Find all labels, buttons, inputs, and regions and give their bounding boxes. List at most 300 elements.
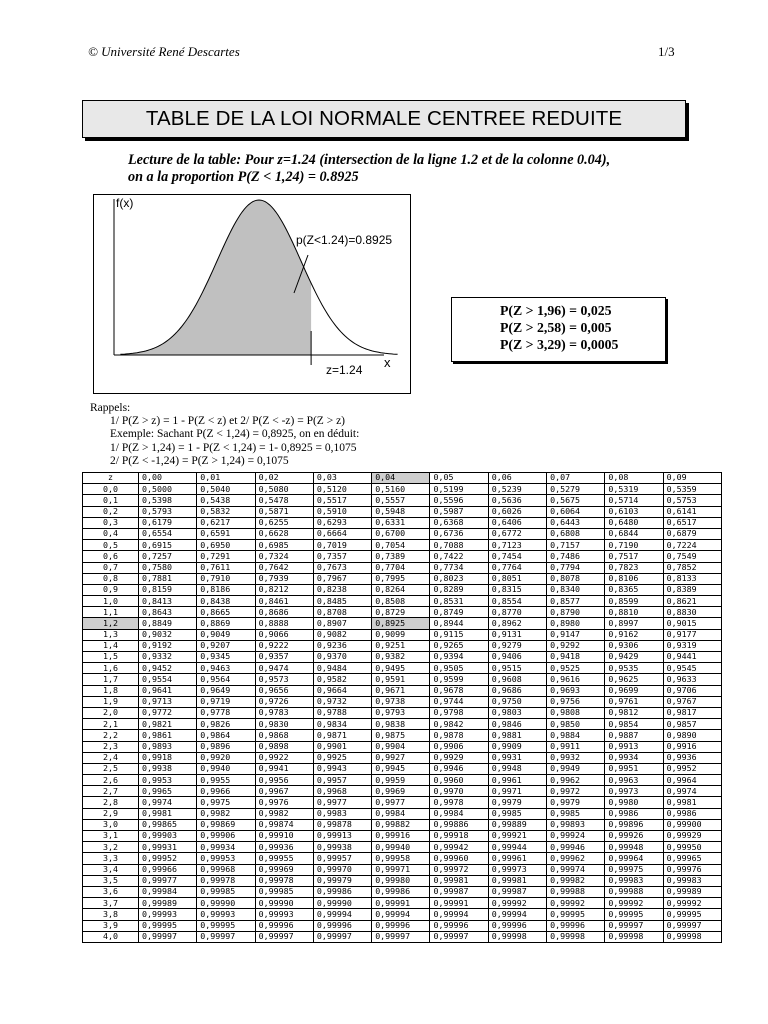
table-cell: 0,5793 (139, 506, 197, 517)
table-cell: 0,9982 (255, 808, 313, 819)
table-cell: 0,99971 (372, 864, 430, 875)
table-cell: 0,99948 (605, 842, 663, 853)
table-row (83, 730, 722, 741)
row-header: 0,9 (83, 584, 139, 595)
table-cell: 0,9744 (430, 696, 488, 707)
table-row (83, 528, 722, 539)
table-cell: 0,99997 (197, 931, 255, 942)
table-cell: 0,99931 (139, 842, 197, 853)
table-cell: 0,9573 (255, 674, 313, 685)
z-value-label: z=1.24 (326, 363, 363, 377)
table-cell: 0,9099 (372, 629, 430, 640)
table-cell: 0,99996 (488, 920, 546, 931)
row-header: 1,1 (83, 607, 139, 618)
table-row (83, 562, 722, 573)
row-header: 0,8 (83, 573, 139, 584)
table-cell: 0,9515 (488, 663, 546, 674)
table-cell: 0,99976 (663, 864, 721, 875)
row-header: 2,0 (83, 707, 139, 718)
table-cell: 0,9941 (255, 763, 313, 774)
row-header: 3,5 (83, 875, 139, 886)
row-header: 3,2 (83, 842, 139, 853)
table-cell: 0,9943 (313, 763, 371, 774)
table-cell: 0,6844 (605, 528, 663, 539)
table-cell: 0,9985 (488, 808, 546, 819)
table-cell: 0,6480 (605, 517, 663, 528)
table-cell: 0,7910 (197, 573, 255, 584)
table-cell: 0,9772 (139, 707, 197, 718)
table-cell: 0,6879 (663, 528, 721, 539)
y-axis-label: f(x) (116, 196, 134, 210)
table-cell: 0,9974 (663, 786, 721, 797)
table-cell: 0,8340 (547, 584, 605, 595)
table-cell: 0,6293 (313, 517, 371, 528)
table-row (83, 506, 722, 517)
row-header: 0,2 (83, 506, 139, 517)
table-cell: 0,9857 (663, 719, 721, 730)
table-cell: 0,99997 (255, 931, 313, 942)
table-row (83, 584, 722, 595)
table-row (83, 573, 722, 584)
table-cell: 0,99994 (488, 909, 546, 920)
row-header: 1,8 (83, 685, 139, 696)
table-cell: 0,9406 (488, 652, 546, 663)
title-box (82, 100, 686, 138)
reminder-example-2: 2/ P(Z < -1,24) = P(Z > 1,24) = 0,1075 (110, 454, 289, 467)
table-cell: 0,99997 (139, 931, 197, 942)
table-cell: 0,9911 (547, 741, 605, 752)
table-cell: 0,6554 (139, 528, 197, 539)
table-cell: 0,9952 (663, 763, 721, 774)
table-cell: 0,99900 (663, 819, 721, 830)
table-cell: 0,99953 (197, 853, 255, 864)
table-cell: 0,99978 (197, 875, 255, 886)
table-cell: 0,9981 (139, 808, 197, 819)
table-cell: 0,7454 (488, 551, 546, 562)
table-cell: 0,9834 (313, 719, 371, 730)
table-cell: 0,99997 (430, 931, 488, 942)
table-cell: 0,9974 (139, 797, 197, 808)
table-cell: 0,9236 (313, 640, 371, 651)
table-row (83, 707, 722, 718)
table-row (83, 495, 722, 506)
table-cell: 0,9983 (313, 808, 371, 819)
table-cell: 0,5239 (488, 484, 546, 495)
table-cell: 0,9850 (547, 719, 605, 730)
table-cell: 0,9649 (197, 685, 255, 696)
table-cell: 0,8869 (197, 618, 255, 629)
table-cell: 0,99989 (663, 886, 721, 897)
table-cell: 0,9968 (313, 786, 371, 797)
table-cell: 0,9474 (255, 663, 313, 674)
probability-annotation: p(Z<1.24)=0.8925 (296, 233, 393, 247)
table-row (83, 484, 722, 495)
table-row (83, 842, 722, 853)
table-cell: 0,99987 (430, 886, 488, 897)
table-cell: 0,8023 (430, 573, 488, 584)
table-cell: 0,9162 (605, 629, 663, 640)
table-cell: 0,6331 (372, 517, 430, 528)
table-cell: 0,9812 (605, 707, 663, 718)
table-cell: 0,7734 (430, 562, 488, 573)
table-cell: 0,99983 (663, 875, 721, 886)
table-cell: 0,9981 (663, 797, 721, 808)
table-cell: 0,5987 (430, 506, 488, 517)
page-number: 1/3 (658, 44, 675, 59)
table-cell: 0,99986 (313, 886, 371, 897)
table-row (83, 596, 722, 607)
table-cell: 0,9783 (255, 707, 313, 718)
table-cell: 0,5753 (663, 495, 721, 506)
table-cell: 0,99968 (197, 864, 255, 875)
table-cell: 0,9864 (197, 730, 255, 741)
table-cell: 0,99936 (255, 842, 313, 853)
column-header: 0,01 (197, 473, 255, 484)
table-cell: 0,99993 (197, 909, 255, 920)
table-cell: 0,7852 (663, 562, 721, 573)
table-cell: 0,9319 (663, 640, 721, 651)
table-cell: 0,8790 (547, 607, 605, 618)
critical-values-box (451, 297, 666, 362)
table-cell: 0,6808 (547, 528, 605, 539)
row-header: 2,5 (83, 763, 139, 774)
table-cell: 0,9693 (547, 685, 605, 696)
table-cell: 0,99961 (488, 853, 546, 864)
row-header: 2,4 (83, 752, 139, 763)
table-cell: 0,9927 (372, 752, 430, 763)
table-cell: 0,7823 (605, 562, 663, 573)
table-cell: 0,99924 (547, 831, 605, 842)
table-cell: 0,99985 (197, 886, 255, 897)
table-cell: 0,6628 (255, 528, 313, 539)
table-cell: 0,9616 (547, 674, 605, 685)
table-cell: 0,5675 (547, 495, 605, 506)
table-cell: 0,6915 (139, 540, 197, 551)
table-cell: 0,99993 (139, 909, 197, 920)
table-cell: 0,9985 (547, 808, 605, 819)
table-cell: 0,9951 (605, 763, 663, 774)
table-cell: 0,9964 (663, 775, 721, 786)
table-cell: 0,9131 (488, 629, 546, 640)
critical-value-329: P(Z > 3,29) = 0,0005 (500, 337, 619, 352)
table-cell: 0,5948 (372, 506, 430, 517)
table-cell: 0,99979 (313, 875, 371, 886)
table-cell: 0,8078 (547, 573, 605, 584)
table-cell: 0,7549 (663, 551, 721, 562)
table-row (83, 831, 722, 842)
table-cell: 0,9893 (139, 741, 197, 752)
table-cell: 0,7291 (197, 551, 255, 562)
table-cell: 0,5160 (372, 484, 430, 495)
table-cell: 0,9207 (197, 640, 255, 651)
table-cell: 0,8708 (313, 607, 371, 618)
table-cell: 0,7611 (197, 562, 255, 573)
row-header: 1,2 (83, 618, 139, 629)
table-row (83, 741, 722, 752)
table-cell: 0,9793 (372, 707, 430, 718)
row-header: 1,5 (83, 652, 139, 663)
table-cell: 0,9222 (255, 640, 313, 651)
table-cell: 0,99994 (372, 909, 430, 920)
table-cell: 0,99991 (430, 898, 488, 909)
column-header: 0,02 (255, 473, 313, 484)
table-cell: 0,8621 (663, 596, 721, 607)
table-cell: 0,9826 (197, 719, 255, 730)
table-header-row (83, 473, 722, 484)
table-cell: 0,9916 (663, 741, 721, 752)
table-cell: 0,9875 (372, 730, 430, 741)
row-header: 0,7 (83, 562, 139, 573)
table-cell: 0,9495 (372, 663, 430, 674)
table-cell: 0,99996 (547, 920, 605, 931)
table-cell: 0,5398 (139, 495, 197, 506)
table-cell: 0,99910 (255, 831, 313, 842)
table-cell: 0,99950 (663, 842, 721, 853)
table-cell: 0,8461 (255, 596, 313, 607)
table-cell: 0,99997 (663, 920, 721, 931)
table-cell: 0,9066 (255, 629, 313, 640)
table-cell: 0,7967 (313, 573, 371, 584)
table-cell: 0,9686 (488, 685, 546, 696)
table-cell: 0,9986 (663, 808, 721, 819)
table-cell: 0,99992 (488, 898, 546, 909)
table-cell: 0,99893 (547, 819, 605, 830)
table-cell: 0,5040 (197, 484, 255, 495)
table-cell: 0,9955 (197, 775, 255, 786)
table-cell: 0,99992 (605, 898, 663, 909)
table-cell: 0,99995 (663, 909, 721, 920)
table-cell: 0,5080 (255, 484, 313, 495)
table-cell: 0,99981 (430, 875, 488, 886)
table-cell: 0,9484 (313, 663, 371, 674)
normal-distribution-table (82, 472, 722, 943)
table-cell: 0,9279 (488, 640, 546, 651)
table-cell: 0,9332 (139, 652, 197, 663)
table-cell: 0,9608 (488, 674, 546, 685)
table-cell: 0,9817 (663, 707, 721, 718)
table-cell: 0,9984 (372, 808, 430, 819)
table-cell: 0,99995 (547, 909, 605, 920)
table-cell: 0,9918 (139, 752, 197, 763)
reminders-heading: Rappels: (90, 402, 131, 414)
table-cell: 0,7995 (372, 573, 430, 584)
table-cell: 0,9726 (255, 696, 313, 707)
table-cell: 0,9761 (605, 696, 663, 707)
table-cell: 0,9788 (313, 707, 371, 718)
column-header: 0,04 (372, 473, 430, 484)
table-row (83, 607, 722, 618)
table-cell: 0,8365 (605, 584, 663, 595)
table-cell: 0,99929 (663, 831, 721, 842)
table-cell: 0,6103 (605, 506, 663, 517)
table-cell: 0,9975 (197, 797, 255, 808)
table-cell: 0,8907 (313, 618, 371, 629)
table-cell: 0,9896 (197, 741, 255, 752)
row-header: 2,7 (83, 786, 139, 797)
table-row (83, 618, 722, 629)
table-cell: 0,6141 (663, 506, 721, 517)
table-cell: 0,9971 (488, 786, 546, 797)
table-cell: 0,9554 (139, 674, 197, 685)
table-cell: 0,9418 (547, 652, 605, 663)
table-cell: 0,99938 (313, 842, 371, 853)
row-header: 3,9 (83, 920, 139, 931)
table-cell: 0,9957 (313, 775, 371, 786)
table-cell: 0,5319 (605, 484, 663, 495)
table-cell: 0,8849 (139, 618, 197, 629)
table-cell: 0,9671 (372, 685, 430, 696)
table-cell: 0,7881 (139, 573, 197, 584)
table-row (83, 909, 722, 920)
table-row (83, 540, 722, 551)
table-cell: 0,9564 (197, 674, 255, 685)
table-cell: 0,9830 (255, 719, 313, 730)
table-cell: 0,99992 (547, 898, 605, 909)
table-cell: 0,8944 (430, 618, 488, 629)
table-cell: 0,9251 (372, 640, 430, 651)
table-cell: 0,99973 (488, 864, 546, 875)
table-row (83, 629, 722, 640)
table-cell: 0,9750 (488, 696, 546, 707)
table-cell: 0,9967 (255, 786, 313, 797)
table-cell: 0,99882 (372, 819, 430, 830)
column-header: 0,05 (430, 473, 488, 484)
table-cell: 0,5359 (663, 484, 721, 495)
table-cell: 0,99995 (197, 920, 255, 931)
table-row (83, 663, 722, 674)
row-header: 0,6 (83, 551, 139, 562)
header-university: © Université René Descartes (88, 44, 240, 59)
table-cell: 0,6026 (488, 506, 546, 517)
row-header: 1,7 (83, 674, 139, 685)
table-cell: 0,8997 (605, 618, 663, 629)
table-cell: 0,9778 (197, 707, 255, 718)
table-cell: 0,9979 (547, 797, 605, 808)
table-cell: 0,99995 (605, 909, 663, 920)
table-cell: 0,9582 (313, 674, 371, 685)
row-header: 4,0 (83, 931, 139, 942)
table-cell: 0,7088 (430, 540, 488, 551)
table-cell: 0,8389 (663, 584, 721, 595)
table-cell: 0,99977 (139, 875, 197, 886)
table-cell: 0,9966 (197, 786, 255, 797)
table-row (83, 685, 722, 696)
table-cell: 0,9115 (430, 629, 488, 640)
table-cell: 0,9953 (139, 775, 197, 786)
table-cell: 0,99987 (488, 886, 546, 897)
table-cell: 0,99970 (313, 864, 371, 875)
table-cell: 0,9969 (372, 786, 430, 797)
table-cell: 0,9946 (430, 763, 488, 774)
table-cell: 0,9861 (139, 730, 197, 741)
table-cell: 0,8962 (488, 618, 546, 629)
table-cell: 0,99990 (255, 898, 313, 909)
table-row (83, 517, 722, 528)
table-cell: 0,9633 (663, 674, 721, 685)
table-cell: 0,9962 (547, 775, 605, 786)
table-cell: 0,9854 (605, 719, 663, 730)
table-row (83, 775, 722, 786)
table-cell: 0,9032 (139, 629, 197, 640)
table-cell: 0,8729 (372, 607, 430, 618)
table-cell: 0,9948 (488, 763, 546, 774)
table-cell: 0,9625 (605, 674, 663, 685)
table-cell: 0,99978 (255, 875, 313, 886)
table-cell: 0,8212 (255, 584, 313, 595)
table-cell: 0,8264 (372, 584, 430, 595)
table-cell: 0,5910 (313, 506, 371, 517)
table-cell: 0,8315 (488, 584, 546, 595)
table-cell: 0,99874 (255, 819, 313, 830)
row-header: 3,6 (83, 886, 139, 897)
row-header: 2,3 (83, 741, 139, 752)
row-header: 1,3 (83, 629, 139, 640)
table-row (83, 640, 722, 651)
table-row (83, 875, 722, 886)
table-row (83, 674, 722, 685)
row-header: 0,3 (83, 517, 139, 528)
table-cell: 0,8643 (139, 607, 197, 618)
table-cell: 0,6406 (488, 517, 546, 528)
table-cell: 0,6664 (313, 528, 371, 539)
table-cell: 0,9525 (547, 663, 605, 674)
table-cell: 0,9960 (430, 775, 488, 786)
table-row (83, 886, 722, 897)
table-cell: 0,9049 (197, 629, 255, 640)
table-cell: 0,9982 (197, 808, 255, 819)
normal-curve-figure (93, 194, 411, 394)
table-cell: 0,6064 (547, 506, 605, 517)
table-cell: 0,99878 (313, 819, 371, 830)
table-cell: 0,9370 (313, 652, 371, 663)
table-cell: 0,7054 (372, 540, 430, 551)
row-header: 3,1 (83, 831, 139, 842)
table-cell: 0,6217 (197, 517, 255, 528)
table-cell: 0,7764 (488, 562, 546, 573)
table-cell: 0,99934 (197, 842, 255, 853)
table-cell: 0,9887 (605, 730, 663, 741)
table-cell: 0,99996 (430, 920, 488, 931)
table-cell: 0,99997 (313, 931, 371, 942)
table-cell: 0,99921 (488, 831, 546, 842)
table-row (83, 898, 722, 909)
row-header: 2,9 (83, 808, 139, 819)
critical-value-258: P(Z > 2,58) = 0,005 (500, 320, 612, 335)
table-cell: 0,7486 (547, 551, 605, 562)
table-cell: 0,9906 (430, 741, 488, 752)
table-cell: 0,9938 (139, 763, 197, 774)
table-cell: 0,9842 (430, 719, 488, 730)
table-cell: 0,9664 (313, 685, 371, 696)
table-cell: 0,9959 (372, 775, 430, 786)
table-cell: 0,9970 (430, 786, 488, 797)
table-cell: 0,99969 (255, 864, 313, 875)
table-cell: 0,9838 (372, 719, 430, 730)
table-row (83, 920, 722, 931)
table-cell: 0,8925 (372, 618, 430, 629)
table-cell: 0,99998 (488, 931, 546, 942)
table-cell: 0,9382 (372, 652, 430, 663)
row-header: 1,0 (83, 596, 139, 607)
table-cell: 0,99886 (430, 819, 488, 830)
table-cell: 0,9931 (488, 752, 546, 763)
table-cell: 0,99990 (197, 898, 255, 909)
table-cell: 0,99996 (255, 920, 313, 931)
table-cell: 0,9357 (255, 652, 313, 663)
table-cell: 0,99983 (605, 875, 663, 886)
table-row (83, 652, 722, 663)
table-cell: 0,99990 (313, 898, 371, 909)
